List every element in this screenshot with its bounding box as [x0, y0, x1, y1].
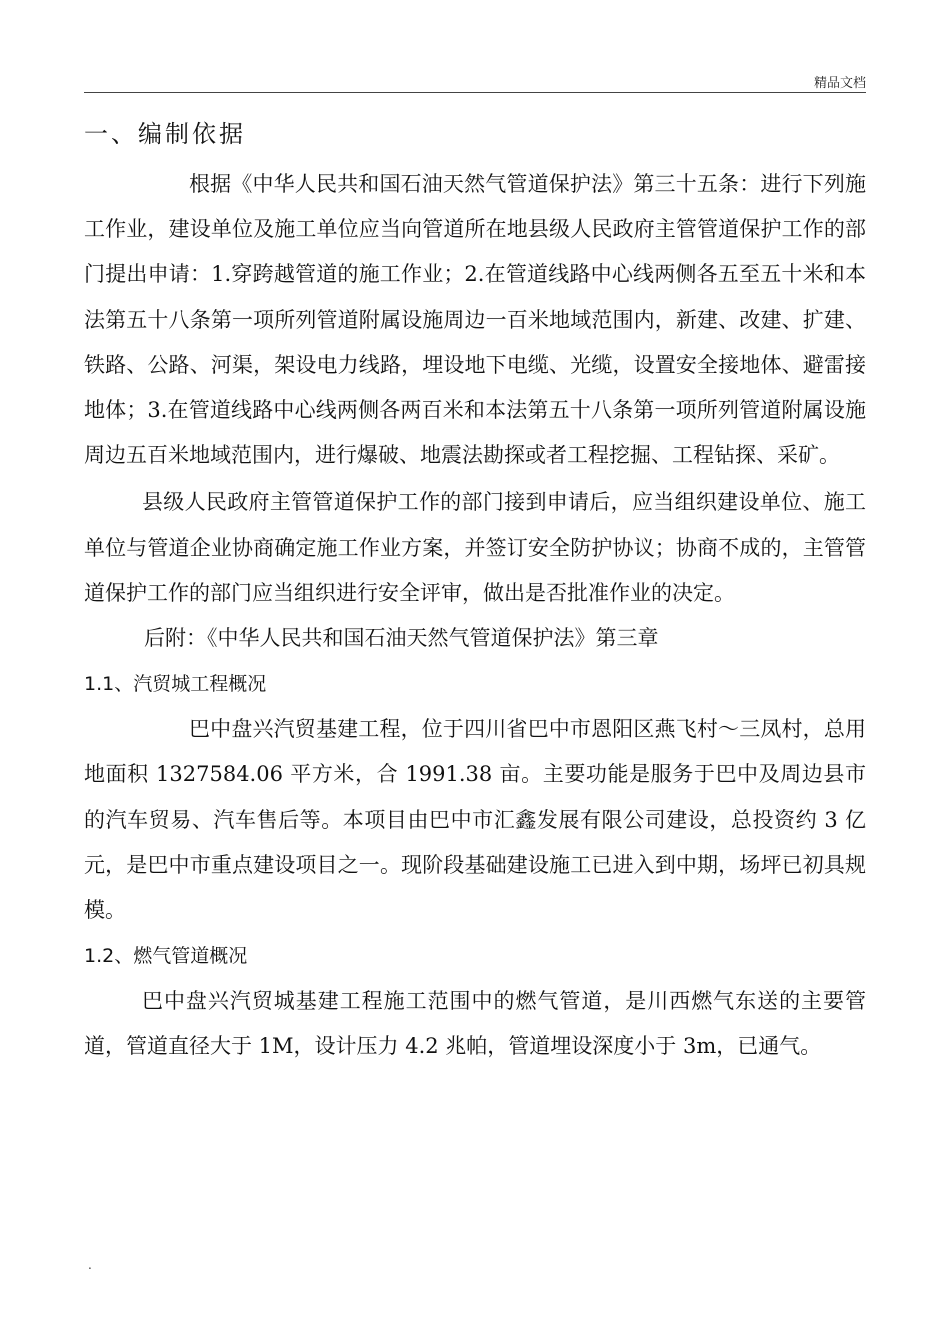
section-title-1-1: 1.1、汽贸城工程概况 [84, 673, 267, 696]
header-label: 精品文档 [813, 76, 866, 91]
basis-paragraph-2: 县级人民政府主管管道保护工作的部门接到申请后，应当组织建设单位、施工单位与管道企业协商确定施工作业方案，并签订安全防护协议；协商不成的，主管管道保护工作的部门应当组织进行安全评审，做出是否批准作业的决定。 [84, 490, 866, 605]
footer-mark: . [88, 1258, 92, 1272]
section-1-2-paragraph: 巴中盘兴汽贸城基建工程施工范围中的燃气管道，是川西燃气东送的主要管道，管道直径大于 1M，设计压力 4.2 兆帕，管道埋设深度小于 3m，已通气。 [84, 989, 866, 1059]
header-rule [84, 92, 866, 93]
section-1-1-paragraph: 巴中盘兴汽贸基建工程，位于四川省巴中市恩阳区燕飞村～三凤村，总用地面积 1327584.06 平方米，合 1991.38 亩。主要功能是服务于巴中及周边县市的汽车贸易、汽车售后等。本项目由巴中市汇鑫发展有限公司建设，总投资约 3 亿元，是巴中市重点建设项目之一。现阶段基础建设施工已进入到中期，场坪已初具规模。 [84, 717, 866, 923]
section-title-basis: 一、编制依据 [84, 120, 246, 148]
basis-paragraph-1: 根据《中华人民共和国石油天然气管道保护法》第三十五条：进行下列施工作业，建设单位及施工单位应当向管道所在地县级人民政府主管管道保护工作的部门提出申请：1.穿跨越管道的施工作业；2.在管道线路中心线两侧各五至五十米和本法第五十八条第一项所列管道附属设施周边一百米地域范围内，新建、改建、扩建、铁路、公路、河渠，架设电力线路，埋设地下电缆、光缆，设置安全接地体、避雷接地体；3.在管道线路中心线两侧各两百米和本法第五十八条第一项所列管道附属设施周边五百米地域范围内，进行爆破、地震法勘探或者工程挖掘、工程钻探、采矿。 [84, 172, 866, 468]
document-body [84, 112, 866, 1070]
basis-paragraph-3: 后附：《中华人民共和国石油天然气管道保护法》第三章 [144, 626, 659, 651]
section-title-1-2: 1.2、燃气管道概况 [84, 945, 248, 968]
